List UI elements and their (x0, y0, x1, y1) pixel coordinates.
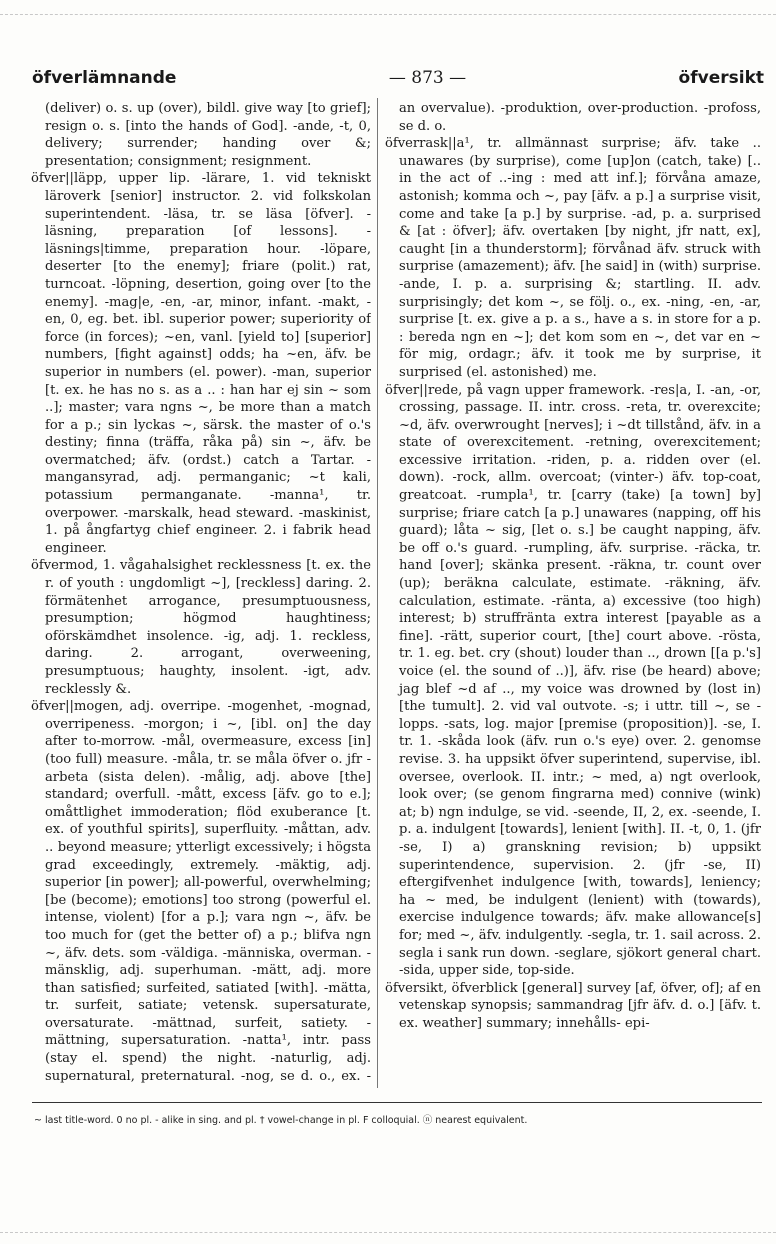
header-left-word: öfverlämnande (32, 68, 177, 88)
column-divider (377, 98, 378, 1088)
dictionary-entry: öfverrask||a¹, tr. allmännast surprise; äfv. take .. unawares (by surprise), come [up]on (catch, take) [.. in the act of ..-ing : med att inf.]; förvåna amaze, astonish; komma och ~, pay [äfv. a p.] a surprise visit, come and take [a p.] by surprise. -ad, p. a. surprised & [at : öfver]; äfv. overtaken [by night, jfr natt, ex], caught [in a thunderstorm]; förvånad äfv. struck with surprise (amazement); äfv. [he said] in (with) surprise. -ande, I. p. a. surprising &; startling. II. adv. surprisingly; det kom ~, se följ. o., ex. -ning, -en, -ar, surprise [t. ex. give a p. a s., have a s. in store for a p. : bereda ngn en ~]; det kom som en ~, det var en ~ för mig, ordagr.; äfv. it took me by surprise, it surprised (el. astonished) me. (385, 136, 761, 380)
dictionary-entry: öfversikt, öfverblick [general] survey [af, öfver, of]; af en vetenskap synopsis; sammandrag [jfr äfv. d. o.] [äfv. t. ex. weather] summary; innehålls- epi- (385, 980, 761, 1031)
scan-top-border (0, 14, 776, 15)
footer-rule (32, 1102, 762, 1103)
dictionary-entry: öfvermod, 1. vågahalsighet recklessness [t. ex. the r. of youth : ungdomligt ~], [reckless] daring. 2. förmätenhet arrogance, presumptuousness, presumption; högmod haughtiness; oförskämdhet insolence. -ig, adj. 1. reckless, daring. 2. arrogant, overweening, presumptuous; haughty, insolent. -igt, adv. recklessly &. (31, 558, 371, 697)
page-header (32, 66, 764, 90)
header-right-word: öfversikt (678, 68, 764, 88)
dictionary-entry: öfver||rede, på vagn upper framework. -res|a, I. -an, -or, crossing, passage. II. intr. cross. -reta, tr. overexcite; ~d, äfv. overwrought [nerves]; i ~dt tillstånd, äfv. in a state of overexcitement. -retning, overexcitement; excessive irritation. -riden, p. a. ridden over (el. down). -rock, allm. overcoat; (vinter-) äfv. top-coat, greatcoat. -rumpla¹, tr. [carry (take) [a town] by] surprise; friare catch [a p.] unawares (napping, off his guard); låta ~ sig, [let o. s.] be caught napping, äfv. be off o.'s guard. -rumpling, äfv. surprise. -räcka, tr. hand [over]; skänka present. -räkna, tr. count over (up); beräkna calculate, estimate. -räkning, äfv. calculation, estimate. -ränta, a) excessive (too high) interest; b) struffränta extra interest [payable as a fine]. -rätt, superior court, [the] court above. -rösta, tr. 1. eg. bet. cry (shout) louder than .., drown [[a p.'s] voice (el. the sound of ..)], äfv. rise (be heard) above; jag blef ~d af .., my voice was drowned by (lost in) [the tumult]. 2. vid val outvote. -s; i uttr. till ~, se -lopps. -sats, log. major [premise (proposition)]. -se, I. tr. 1. -skåda look (äfv. run o.'s eye) over. 2. genomse revise. 3. ha uppsikt öfver superintend, supervise, ibl. oversee, overlook. II. intr.; ~ med, a) ngt overlook, look over; (se genom fingrarna med) connive (wink) at; b) ngn indulge, se vid. -seende, II, 2, ex. -seende, I. p. a. indulgent [towards], lenient [with]. II. -t, 0, 1. (jfr -se, I) a) granskning revision; b) uppsikt superintendence, supervision. 2. (jfr -se, II) eftergifvenhet indulgence [with, towards], leniency; ha ~ med, be indulgent (lenient) with (towards), exercise indulgence towards; äfv. make allowance[s] for; med ~, äfv. indulgently. -segla, tr. 1. sail across. 2. segla i sank run down. -seglare, sjökort general chart. -sida, upper side, top-side. (385, 382, 761, 979)
scan-bottom-border (0, 1232, 776, 1233)
dictionary-entry: an overvalue). -produktion, over-production. -profoss, se d. o. (399, 101, 761, 134)
dictionary-entry: öfver||läpp, upper lip. -lärare, 1. vid tekniskt läroverk [senior] instructor. 2. vid folkskolan superintendent. -läsa, tr. se läsa [öfver]. -läsning, preparation [of lessons]. -läsnings|timme, preparation hour. -löpare, deserter [to the enemy]; friare (polit.) rat, turncoat. -löpning, desertion, going over [to the enemy]. -mag|e, -en, -ar, minor, infant. -makt, -en, 0, eg. bet. ibl. superior power; superiority of force (in forces); ~en, vanl. [yield to] [superior] numbers, [fight against] odds; ha ~en, äfv. be superior in numbers (el. power). -man, superior [t. ex. he has no s. as a .. : han har ej sin ~ som ..]; master; vara ngns ~, be more than a match for a p.; sin lyckas ~, särsk. the master of o.'s destiny; finna (träffa, råka på) sin ~, äfv. be overmatched; äfv. (ordst.) catch a Tartar. -mangansyrad, adj. permanganic; ~t kali, potassium permanganate. -manna¹, tr. overpower. -marskalk, head steward. -maskinist, 1. på ångfartyg chief engineer. 2. i fabrik head engineer. (31, 171, 371, 556)
abbreviation-legend: ~ last title-word. 0 no pl. - alike in sing. and pl. † vowel-change in pl. F colloquial. ⓝ nearest equivalent. (34, 1115, 528, 1126)
dictionary-entry: (deliver) o. s. up (over), bildl. give way [to grief]; resign o. s. [into the hands of God]. -ande, -t, 0, delivery; surrender; handing over &; presentation; consignment; resignment. (45, 101, 371, 169)
left-column (31, 100, 371, 1085)
dictionary-entry: öfver||mogen, adj. overripe. -mogenhet, -mognad, overripeness. -morgon; i ~, [ibl. on] the day after to-morrow. -mål, overmeasure, excess [in] (too full) measure. -måla, tr. se måla öfver o. jfr -arbeta (sista delen). -målig, adj. above [the] standard; overfull. -mått, excess [äfv. go to e.]; omåttlighet immoderation; flöd exuberance [t. ex. of youthful spirits], superfluity. -måttan, adv. .. beyond measure; ytterligt excessively; i högsta grad exceedingly, extremely. -mäktig, adj. superior [in power]; all-powerful, overwhelming; [be (become); emotions] too strong (powerful el. intense, violent) [for a p.]; vara ngn ~, äfv. be too much for (get the better of) a p.; blifva ngn ~, äfv. dets. som -väldiga. -människa, overman. -mänsklig, adj. superhuman. -mätt, adj. more than satisfied; surfeited, satiated [with]. -mätta, tr. surfeit, satiate; vetensk. supersaturate, oversaturate. -mättnad, surfeit, satiety. -mättning, supersaturation. -natta¹, intr. pass (stay el. spend) the night. -naturlig, adj. supernatural, preternatural. -nog, se d. o., ex. - (31, 699, 371, 1084)
page-number: — 873 — (388, 68, 467, 88)
right-column (385, 100, 761, 1085)
